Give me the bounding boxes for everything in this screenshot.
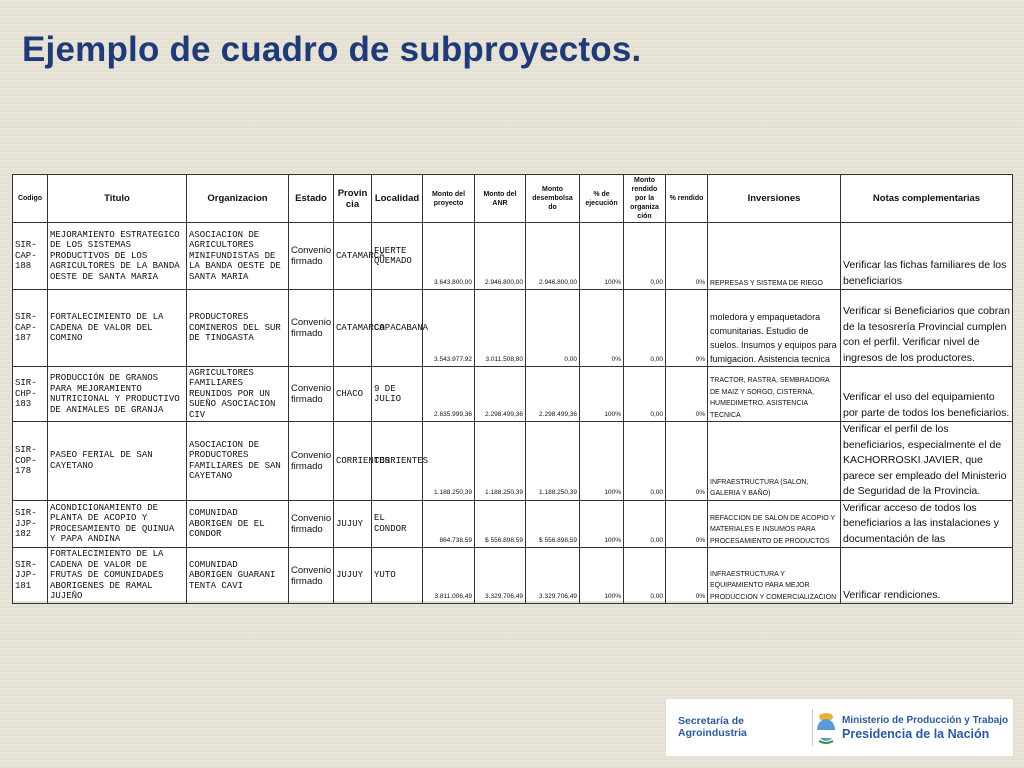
logo-divider	[812, 709, 813, 746]
cell-localidad: COPACABANA	[372, 290, 423, 367]
cell-titulo: PASEO FERIAL DE SAN CAYETANO	[48, 422, 187, 501]
cell-pct-ejecucion: 100%	[580, 548, 624, 604]
cell-organizacion: ASOCIACION DE PRODUCTORES FAMILIARES DE SAN CAYETANO	[187, 422, 289, 501]
column-header: Organizacion	[187, 175, 289, 223]
table-row	[13, 422, 1013, 501]
column-header: Localidad	[372, 175, 423, 223]
cell-titulo: ACONDICIONAMIENTO DE PLANTA DE ACOPIO Y PROCESAMIENTO DE QUINUA Y PAPA ANDINA	[48, 500, 187, 548]
cell-provincia: JUJUY	[334, 548, 372, 604]
cell-pct-rendido: 0%	[666, 500, 708, 548]
table-row	[13, 548, 1013, 604]
column-header: Estado	[289, 175, 334, 223]
cell-monto-desembolsado: 2.946.800,00	[526, 223, 580, 290]
column-header: Codigo	[13, 175, 48, 223]
cell-monto-proyecto: 1.188.250,39	[423, 422, 475, 501]
column-header: Monto desembolsa do	[526, 175, 580, 223]
cell-organizacion: COMUNIDAD ABORIGEN DE EL CONDOR	[187, 500, 289, 548]
cell-monto-anr: 2.946.800,00	[475, 223, 526, 290]
cell-pct-ejecucion: 100%	[580, 223, 624, 290]
cell-pct-rendido: 0%	[666, 422, 708, 501]
cell-localidad: FUERTE QUEMADO	[372, 223, 423, 290]
cell-localidad: CORRIENTES	[372, 422, 423, 501]
column-header: % rendido	[666, 175, 708, 223]
cell-monto-proyecto: 864.738,59	[423, 500, 475, 548]
cell-provincia: CHACO	[334, 367, 372, 422]
column-header: Notas complementarias	[841, 175, 1013, 223]
cell-monto-desembolsado: 0,00	[526, 290, 580, 367]
cell-notas: Verificar las fichas familiares de los beneficiarios	[841, 223, 1013, 290]
page-title: Ejemplo de cuadro de subproyectos.	[22, 30, 642, 69]
cell-monto-proyecto: 2.635.999,36	[423, 367, 475, 422]
column-header: % de ejecución	[580, 175, 624, 223]
cell-provincia: JUJUY	[334, 500, 372, 548]
cell-localidad: YUTO	[372, 548, 423, 604]
cell-monto-rendido: 0,00	[624, 290, 666, 367]
column-header: Titulo	[48, 175, 187, 223]
cell-inversiones: TRACTOR, RASTRA, SEMBRADORA DE MAIZ Y SORGO, CISTERNA, HUMEDIMETRO, ASISTENCIA TECNICA	[708, 367, 841, 422]
cell-monto-proyecto: 3.543.977,92	[423, 290, 475, 367]
cell-inversiones: INFRAESTRUCTURA (SALON, GALERIA Y BAÑO)	[708, 422, 841, 501]
cell-estado: Convenio firmado	[289, 548, 334, 604]
cell-monto-desembolsado: 2.298.499,36	[526, 367, 580, 422]
cell-monto-proyecto: 3.643.800,00	[423, 223, 475, 290]
cell-inversiones: INFRAESTRUCTURA Y EQUIPAMIENTO PARA MEJOR PRODUCCION Y COMERCIALIZACION	[708, 548, 841, 604]
cell-titulo: FORTALECIMIENTO DE LA CADENA DE VALOR DE FRUTAS DE COMUNIDADES ABORIGENES DE RAMAL JUJEÑO	[48, 548, 187, 604]
cell-notas: Verificar el perfil de los beneficiarios, especialmente el de KACHORROSKI JAVIER, que parece ser empleado del Ministerio de Seguridad de la Provincia.	[841, 422, 1013, 501]
cell-codigo: SIR-JJP-181	[13, 548, 48, 604]
footer-logos	[665, 698, 1014, 757]
table-row	[13, 500, 1013, 548]
argentina-shield-icon	[814, 712, 838, 744]
cell-titulo: MEJORAMIENTO ESTRATEGICO DE LOS SISTEMAS PRODUCTIVOS DE LOS AGRICULTORES DE LA BANDA OESTE DE SANTA MARIA	[48, 223, 187, 290]
cell-provincia: CATAMARCA	[334, 290, 372, 367]
subprojects-table	[12, 174, 1013, 604]
cell-monto-rendido: 0,00	[624, 422, 666, 501]
presidencia-name: Presidencia de la Nación	[842, 727, 990, 741]
cell-monto-desembolsado: 3.329.706,49	[526, 548, 580, 604]
table-header-row	[13, 175, 1013, 223]
cell-codigo: SIR-JJP-182	[13, 500, 48, 548]
table-row	[13, 223, 1013, 290]
cell-estado: Convenio firmado	[289, 223, 334, 290]
cell-provincia: CORRIENTES	[334, 422, 372, 501]
cell-monto-desembolsado: $ 556.898,59	[526, 500, 580, 548]
cell-inversiones: REPRESAS Y SISTEMA DE RIEGO	[708, 223, 841, 290]
cell-localidad: 9 DE JULIO	[372, 367, 423, 422]
cell-provincia: CATAMARCA	[334, 223, 372, 290]
column-header: Inversiones	[708, 175, 841, 223]
cell-monto-rendido: 0,00	[624, 223, 666, 290]
cell-monto-anr: 2.298.499,36	[475, 367, 526, 422]
cell-pct-rendido: 0%	[666, 548, 708, 604]
cell-organizacion: ASOCIACION DE AGRICULTORES MINIFUNDISTAS DE LA BANDA OESTE DE SANTA MARIA	[187, 223, 289, 290]
cell-monto-anr: 3.329.706,49	[475, 548, 526, 604]
cell-estado: Convenio firmado	[289, 367, 334, 422]
cell-monto-anr: 3.011.508,80	[475, 290, 526, 367]
cell-codigo: SIR-COP-178	[13, 422, 48, 501]
ministerio-logo-text	[842, 714, 1008, 742]
cell-organizacion: COMUNIDAD ABORIGEN GUARANI TENTA CAVI	[187, 548, 289, 604]
cell-pct-ejecucion: 100%	[580, 422, 624, 501]
table-body	[13, 223, 1013, 604]
cell-monto-anr: 1.188.250,39	[475, 422, 526, 501]
cell-monto-anr: $ 556.898,59	[475, 500, 526, 548]
table-row	[13, 290, 1013, 367]
table-row	[13, 367, 1013, 422]
secretaria-logo-text: Secretaría de Agroindustria	[678, 715, 747, 739]
cell-titulo: FORTALECIMIENTO DE LA CADENA DE VALOR DEL COMINO	[48, 290, 187, 367]
column-header: Monto del proyecto	[423, 175, 475, 223]
cell-titulo: PRODUCCIÓN DE GRANOS PARA MEJORAMIENTO NUTRICIONAL Y PRODUCTIVO DE ANIMALES DE GRANJA	[48, 367, 187, 422]
cell-localidad: EL CONDOR	[372, 500, 423, 548]
cell-estado: Convenio firmado	[289, 422, 334, 501]
cell-monto-rendido: 0,00	[624, 548, 666, 604]
cell-notas: Verificar si Beneficiarios que cobran de la tesosrería Provincial cumplen con el perfil. Verificar nivel de ingresos de los productores.	[841, 290, 1013, 367]
cell-monto-rendido: 0,00	[624, 367, 666, 422]
cell-pct-rendido: 0%	[666, 290, 708, 367]
cell-pct-ejecucion: 100%	[580, 500, 624, 548]
ministerio-name: Ministerio de Producción y Trabajo	[842, 715, 1009, 726]
cell-codigo: SIR-CAP-188	[13, 223, 48, 290]
cell-monto-rendido: 0,00	[624, 500, 666, 548]
cell-codigo: SIR-CHP-183	[13, 367, 48, 422]
cell-codigo: SIR-CAP-187	[13, 290, 48, 367]
cell-pct-rendido: 0%	[666, 223, 708, 290]
cell-estado: Convenio firmado	[289, 500, 334, 548]
cell-monto-desembolsado: 1.188.250,39	[526, 422, 580, 501]
cell-notas: Verificar el uso del equipamiento por parte de todos los beneficiarios.	[841, 367, 1013, 422]
cell-pct-ejecucion: 100%	[580, 367, 624, 422]
cell-notas: Verificar rendiciones.	[841, 548, 1013, 604]
subprojects-table-container	[12, 174, 1012, 601]
cell-pct-ejecucion: 0%	[580, 290, 624, 367]
cell-inversiones: REFACCION DE SALON DE ACOPIO Y MATERIALES E INSUMOS PARA PROCESAMIENTO DE PRODUCTOS	[708, 500, 841, 548]
cell-inversiones: moledora y empaquetadora comunitarias. Estudio de suelos. Insumos y equipos para fumigacion. Asistencia tecnica	[708, 290, 841, 367]
cell-notas: Verificar acceso de todos los beneficiarios a las instalaciones y documentación de las	[841, 500, 1013, 548]
column-header: Monto del ANR	[475, 175, 526, 223]
cell-estado: Convenio firmado	[289, 290, 334, 367]
cell-organizacion: PRODUCTORES COMINEROS DEL SUR DE TINOGASTA	[187, 290, 289, 367]
cell-monto-proyecto: 3.811.006,49	[423, 548, 475, 604]
cell-pct-rendido: 0%	[666, 367, 708, 422]
column-header: Monto rendido por la organiza ción	[624, 175, 666, 223]
cell-organizacion: AGRICULTORES FAMILIARES REUNIDOS POR UN SUEÑO ASOCIACION CIV	[187, 367, 289, 422]
column-header: Provin cia	[334, 175, 372, 223]
